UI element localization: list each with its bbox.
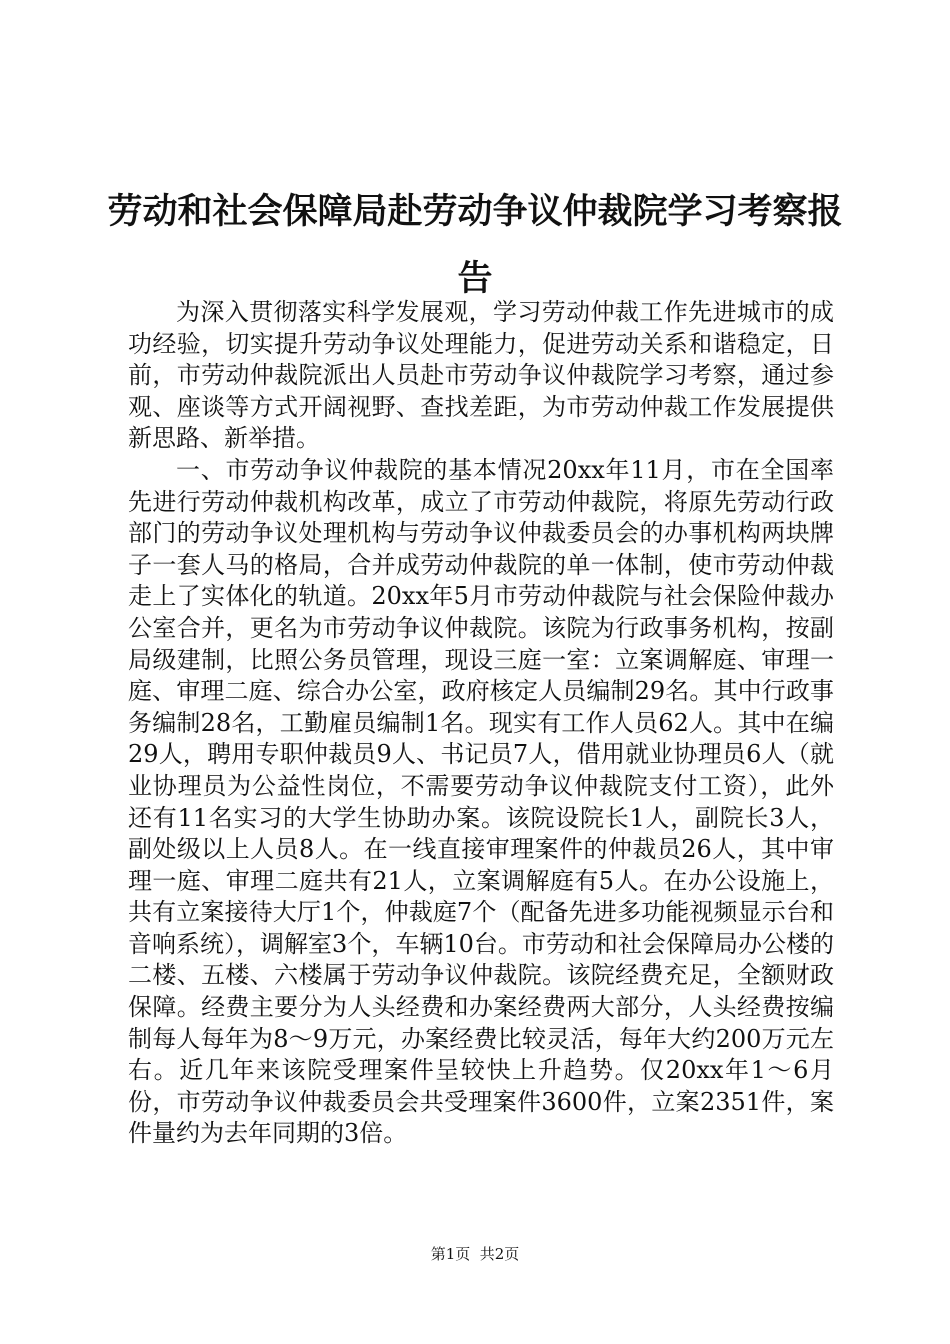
paragraph-basic-info: 一、市劳动争议仲裁院的基本情况20xx年11月，市在全国率先进行劳动仲裁机构改革，成立了市劳动仲裁院，将原先劳动行政部门的劳动争议处理机构与劳动争议仲裁委员会的办事机构两块牌子一套人马的格局，合并成劳动仲裁院的单一体制，使市劳动仲裁走上了实体化的轨道。20xx年5月市劳动仲裁院与社会保险仲裁办公室合并，更名为市劳动争议仲裁院。该院为行政事务机构，按副局级建制，比照公务员管理，现设三庭一室：立案调解庭、审理一庭、审理二庭、综合办公室，政府核定人员编制29名。其中行政事务编制28名，工勤雇员编制1名。现实有工作人员62人。其中在编29人，聘用专职仲裁员9人、书记员7人，借用就业协理员6人（就业协理员为公益性岗位，不需要劳动争议仲裁院支付工资），此外还有11名实习的大学生协助办案。该院设院长1人，副院长3人，副处级以上人员8人。在一线直接审理案件的仲裁员26人，其中审理一庭、审理二庭共有21人，立案调解庭有5人。在办公设施上，共有立案接待大厅1个，仲裁庭7个（配备先进多功能视频显示台和音响系统），调解室3个，车辆10台。市劳动和社会保障局办公楼的二楼、五楼、六楼属于劳动争议仲裁院。该院经费充足，全额财政保障。经费主要分为人头经费和办案经费两大部分，人头经费按编制每人每年为8～9万元，办案经费比较灵活，每年大约200万元左右。近几年来该院受理案件呈较快上升趋势。仅20xx年1～6月份，市劳动争议仲裁委员会共受理案件3600件，立案2351件，案件量约为去年同期的3倍。 [128,455,834,1148]
page-number: 第1页 共2页 [430,1245,520,1263]
document-body [128,297,834,1150]
document-title: 劳动和社会保障局赴劳动争议仲裁院学习考察报告 [107,191,843,299]
page-footer [0,1244,950,1264]
paragraph-intro: 为深入贯彻落实科学发展观，学习劳动仲裁工作先进城市的成功经验，切实提升劳动争议处理能力，促进劳动关系和谐稳定，日前，市劳动仲裁院派出人员赴市劳动争议仲裁院学习考察，通过参观、座谈等方式开阔视野、查找差距，为市劳动仲裁工作发展提供新思路、新举措。 [128,298,834,453]
